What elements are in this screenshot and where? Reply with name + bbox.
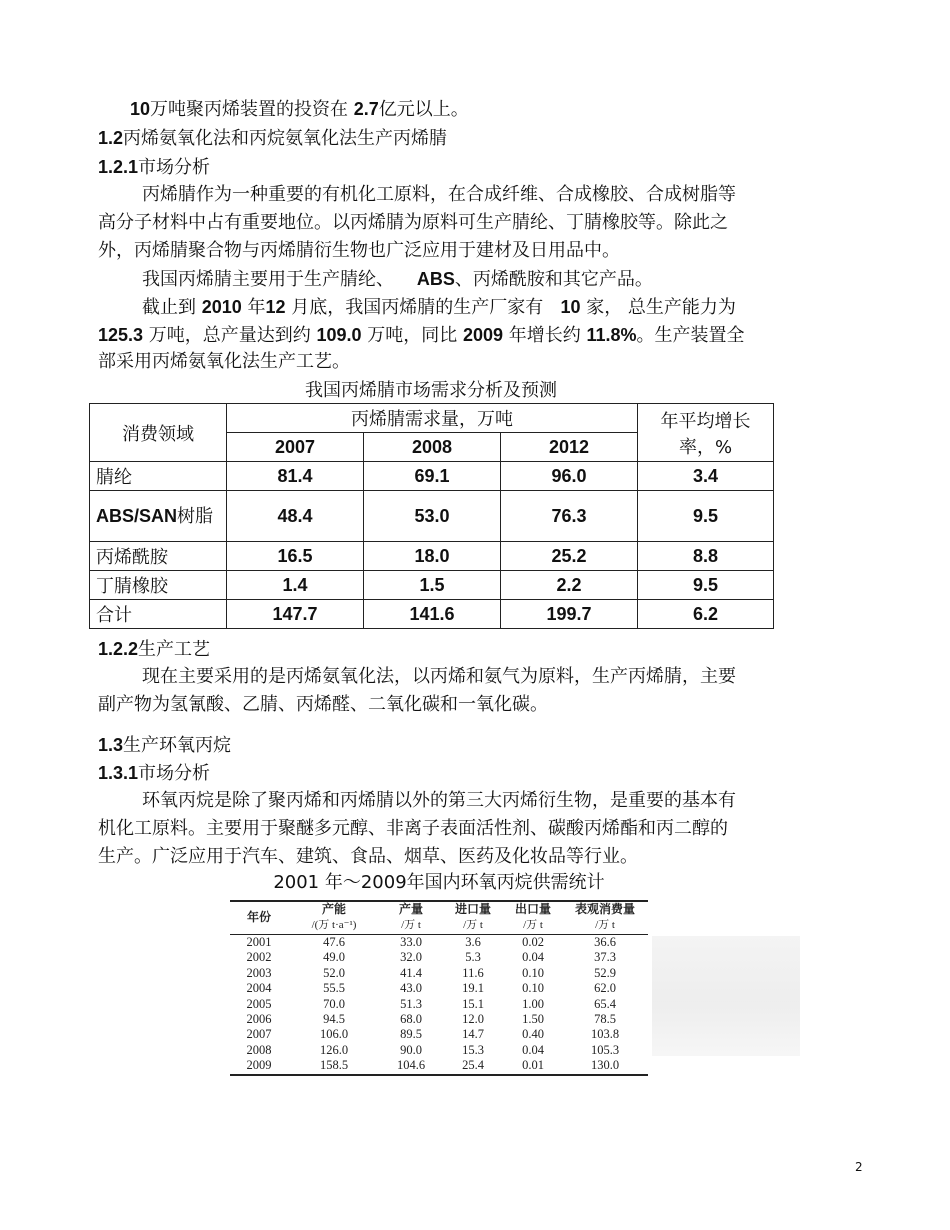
cell: 2006 (246, 1012, 272, 1027)
cell: 0.01 (504, 1058, 562, 1074)
cell: 25.4 (442, 1058, 504, 1074)
row-label: 丙烯酰胺 (90, 542, 227, 571)
table-row (230, 1043, 648, 1058)
cell: 32.0 (400, 950, 422, 965)
cell: 68.0 (400, 1012, 422, 1027)
cell: 158.5 (288, 1058, 380, 1074)
cell: 12.0 (462, 1012, 484, 1027)
cell: 126.0 (319, 1042, 349, 1057)
paragraph-line: 截止到 2010 年12 月底，我国丙烯腈的生产厂家有 10 家， 总生产能力为 (142, 297, 736, 318)
year-header: 2008 (364, 433, 501, 462)
table-row (90, 542, 774, 571)
cell: 2003 (246, 965, 272, 980)
cell: 76.3 (501, 491, 638, 542)
demand-table (89, 403, 774, 629)
cell: 2002 (246, 950, 272, 965)
cell: 0.40 (522, 1027, 544, 1042)
table-row (230, 1012, 648, 1027)
header-field: 消费领域 (90, 404, 227, 462)
cell: 9.5 (638, 571, 774, 600)
col-header: 进口量 (442, 901, 504, 918)
cell: 47.6 (288, 935, 380, 951)
cell: 8.8 (638, 542, 774, 571)
unit-header: /万 t (595, 919, 615, 932)
cell: 1.4 (227, 571, 364, 600)
col-header: 出口量 (504, 901, 562, 918)
col-header: 年份 (230, 901, 288, 935)
cell: 16.5 (227, 542, 364, 571)
cell: 105.3 (590, 1042, 620, 1057)
cell: 96.0 (501, 462, 638, 491)
table-row (230, 935, 648, 951)
table-row (90, 491, 774, 542)
cell: 65.4 (594, 996, 616, 1011)
row-label: 腈纶 (90, 462, 227, 491)
cell: 69.1 (364, 462, 501, 491)
table-row (230, 966, 648, 981)
faded-image-background (652, 936, 800, 1056)
table-row (230, 950, 648, 965)
cell: 81.4 (227, 462, 364, 491)
table-row (90, 462, 774, 491)
col-header: 产量 (380, 901, 442, 918)
cell: 2.2 (501, 571, 638, 600)
cell: 25.2 (501, 542, 638, 571)
cell: 70.0 (323, 996, 345, 1011)
paragraph-line: 环氧丙烷是除了聚丙烯和丙烯腈以外的第三大丙烯衍生物，是重要的基本有 (142, 790, 736, 811)
header-demand: 丙烯腈需求量，万吨 (227, 404, 638, 433)
cell: 1.5 (364, 571, 501, 600)
section-heading-1-3-1: 1.3.1市场分析 (98, 763, 211, 784)
paragraph-line: 10万吨聚丙烯装置的投资在 2.7亿元以上。 (130, 99, 469, 120)
cell: 1.50 (522, 1012, 544, 1027)
cell: 3.4 (638, 462, 774, 491)
cell: 2001 (230, 935, 288, 951)
cell: 51.3 (400, 996, 422, 1011)
cell: 55.5 (323, 981, 345, 996)
row-label: 丁腈橡胶 (90, 571, 227, 600)
unit-header: /万 t (401, 919, 421, 932)
table-row (230, 981, 648, 996)
year-header: 2007 (227, 433, 364, 462)
table-row (90, 600, 774, 629)
cell: 43.0 (400, 981, 422, 996)
cell: 15.1 (462, 996, 484, 1011)
cell: 130.0 (562, 1058, 648, 1074)
cell: 41.4 (400, 965, 422, 980)
cell: 141.6 (364, 600, 501, 629)
table-caption: 我国丙烯腈市场需求分析及预测 (305, 380, 557, 401)
cell: 104.6 (380, 1058, 442, 1074)
cell: 0.04 (522, 1042, 544, 1057)
supply-demand-table (230, 900, 648, 1118)
cell: 18.0 (364, 542, 501, 571)
cell: 49.0 (323, 950, 345, 965)
cell: 2004 (246, 981, 272, 996)
cell: 2009 (230, 1058, 288, 1074)
col-header: 表观消费量 (562, 901, 648, 918)
paragraph-line: 生产。广泛应用于汽车、建筑、食品、烟草、医药及化妆品等行业。 (98, 846, 638, 867)
cell: 37.3 (594, 950, 616, 965)
cell: 0.10 (522, 981, 544, 996)
cell: 62.0 (594, 981, 616, 996)
header-growth: 年平均增长率，% (638, 404, 774, 462)
cell: 33.0 (380, 935, 442, 951)
cell: 53.0 (364, 491, 501, 542)
cell: 0.04 (522, 950, 544, 965)
cell: 36.6 (562, 935, 648, 951)
row-label: ABS/SAN树脂 (90, 491, 227, 542)
table-row (90, 571, 774, 600)
cell: 14.7 (462, 1027, 484, 1042)
unit-header: /(万 t·a⁻¹) (311, 919, 357, 932)
cell: 48.4 (227, 491, 364, 542)
page-number: 2 (855, 1160, 863, 1174)
cell: 90.0 (400, 1042, 422, 1057)
year-header: 2012 (501, 433, 638, 462)
table-caption: 2001 年～2009年国内环氧丙烷供需统计 (273, 872, 605, 893)
section-heading-1-2: 1.2丙烯氨氧化法和丙烷氨氧化法生产丙烯腈 (98, 128, 448, 149)
cell: 15.3 (462, 1042, 484, 1057)
paragraph-line: 125.3 万吨，总产量达到约 109.0 万吨，同比 2009 年增长约 11.8%。生产装置全 (98, 325, 745, 346)
cell: 78.5 (594, 1012, 616, 1027)
cell: 19.1 (462, 981, 484, 996)
cell: 0.10 (522, 965, 544, 980)
paragraph-line: 丙烯腈作为一种重要的有机化工原料，在合成纤维、合成橡胶、合成树脂等 (142, 184, 736, 205)
cell: 0.02 (504, 935, 562, 951)
cell: 9.5 (638, 491, 774, 542)
row-label: 合计 (90, 600, 227, 629)
paragraph-line: 高分子材料中占有重要地位。以丙烯腈为原料可生产腈纶、丁腈橡胶等。除此之 (98, 212, 728, 233)
unit-header: /万 t (463, 919, 483, 932)
cell: 52.0 (323, 965, 345, 980)
paragraph-line: 我国丙烯腈主要用于生产腈纶、 ABS、丙烯酰胺和其它产品。 (142, 269, 653, 290)
cell: 6.2 (638, 600, 774, 629)
table-row (230, 1058, 648, 1074)
paragraph-line: 部采用丙烯氨氧化法生产工艺。 (98, 351, 350, 372)
paragraph-line: 机化工原料。主要用于聚醚多元醇、非离子表面活性剂、碳酸丙烯酯和丙二醇的 (98, 818, 728, 839)
cell: 199.7 (501, 600, 638, 629)
cell: 89.5 (400, 1027, 422, 1042)
section-heading-1-3: 1.3生产环氧丙烷 (98, 735, 232, 756)
col-header: 产能 (288, 901, 380, 918)
cell: 147.7 (227, 600, 364, 629)
cell: 103.8 (590, 1027, 620, 1042)
cell: 1.00 (522, 996, 544, 1011)
paragraph-line: 外，丙烯腈聚合物与丙烯腈衍生物也广泛应用于建材及日用品中。 (98, 240, 620, 261)
table-row (230, 997, 648, 1012)
cell: 11.6 (462, 965, 484, 980)
cell: 2005 (246, 996, 272, 1011)
cell: 52.9 (594, 965, 616, 980)
table-row (230, 1027, 648, 1042)
paragraph-line: 副产物为氢氰酸、乙腈、丙烯醛、二氧化碳和一氧化碳。 (98, 694, 548, 715)
cell: 2007 (246, 1027, 272, 1042)
unit-header: /万 t (523, 919, 543, 932)
cell: 2008 (246, 1042, 272, 1057)
cell: 3.6 (442, 935, 504, 951)
cell: 94.5 (323, 1012, 345, 1027)
paragraph-line: 现在主要采用的是丙烯氨氧化法，以丙烯和氨气为原料，生产丙烯腈，主要 (142, 666, 736, 687)
cell: 5.3 (465, 950, 481, 965)
section-heading-1-2-2: 1.2.2生产工艺 (98, 639, 211, 660)
section-heading-1-2-1: 1.2.1市场分析 (98, 157, 211, 178)
cell: 106.0 (319, 1027, 349, 1042)
